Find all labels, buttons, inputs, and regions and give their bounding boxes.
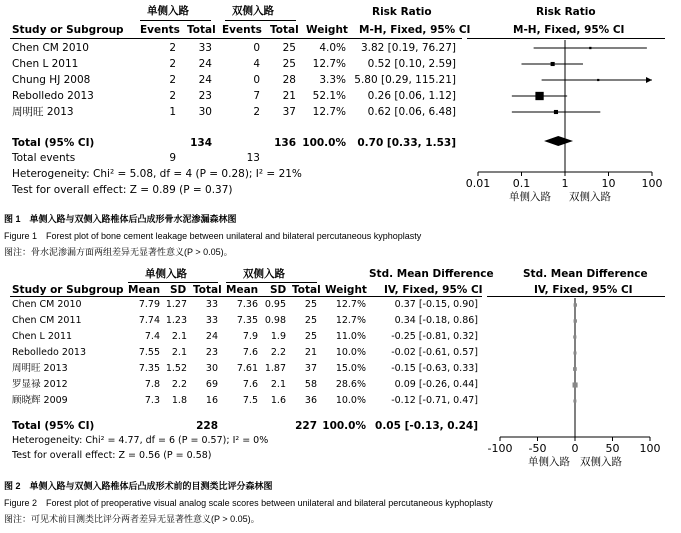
- fig2-row-weight: 12.7%: [335, 315, 366, 326]
- fig1-row-ci: 0.26 [0.06, 1.12]: [367, 90, 456, 102]
- fig1-row-total2: 25: [282, 42, 296, 54]
- fig2-row-ci: 0.37 [-0.15, 0.90]: [394, 299, 478, 310]
- fig2-row-sd2: 1.9: [270, 331, 286, 342]
- fig2-point-box: [574, 303, 577, 306]
- fig1-row-study: Chen L 2011: [12, 58, 79, 70]
- fig2-row-total2: 25: [304, 315, 317, 326]
- fig1-total-weight: 100.0%: [302, 137, 346, 149]
- fig1-row-events2: 0: [253, 42, 260, 54]
- fig2-row-sd1: 2.2: [171, 379, 187, 390]
- fig1-favours-left: 单侧入路: [509, 191, 551, 203]
- fig1-row-total1: 30: [198, 106, 212, 118]
- fig2-row-sd1: 1.8: [171, 395, 187, 406]
- fig2-col-weight: Weight: [325, 284, 367, 296]
- fig1-plot-method: M-H, Fixed, 95% CI: [513, 24, 625, 36]
- fig2-col-mean2: Mean: [226, 284, 259, 296]
- fig2-col-mean1: Mean: [128, 284, 161, 296]
- fig2-col-sd2: SD: [270, 284, 287, 296]
- fig2-row-mean1: 7.79: [138, 299, 160, 310]
- fig1-row-weight: 52.1%: [312, 90, 346, 102]
- fig2-row-sd1: 1.52: [165, 363, 187, 374]
- fig2-row-total1: 24: [205, 331, 218, 342]
- fig1-row-total2: 21: [282, 90, 296, 102]
- fig1-overall-effect: Test for overall effect: Z = 0.89 (P = 0.37): [12, 184, 233, 196]
- fig2-row-mean2: 7.9: [242, 331, 258, 342]
- fig2-row-total2: 58: [304, 379, 317, 390]
- fig2-point-box: [574, 319, 577, 322]
- fig2-x-tick-label: 100: [639, 442, 661, 455]
- fig2-row-study: 顾晓辉 2009: [12, 395, 68, 406]
- fig2-row-mean2: 7.6: [242, 379, 258, 390]
- fig2-col-method: IV, Fixed, 95% CI: [384, 284, 483, 296]
- fig1-total-events2: 13: [246, 152, 260, 164]
- fig2-favours-left: 单侧入路: [528, 456, 570, 468]
- fig2-row-ci: -0.25 [-0.81, 0.32]: [391, 331, 478, 342]
- fig1-col-study: Study or Subgroup: [12, 24, 124, 36]
- fig2-row-weight: 10.0%: [335, 395, 366, 406]
- fig2-row-sd2: 0.98: [264, 315, 286, 326]
- fig2-total-t1: 228: [196, 420, 218, 432]
- fig2-x-tick-label: -100: [487, 442, 513, 455]
- fig2-row-total2: 36: [304, 395, 317, 406]
- fig1-total-events1: 9: [169, 152, 176, 164]
- fig2-plot-method: IV, Fixed, 95% CI: [534, 284, 633, 296]
- fig1-row-events2: 4: [253, 58, 260, 70]
- fig2-row-weight: 10.0%: [335, 347, 366, 358]
- fig2-total-ci: 0.05 [-0.13, 0.24]: [375, 420, 478, 432]
- fig2-row-study: Rebolledo 2013: [12, 347, 87, 358]
- fig1-group-bilateral: 双侧入路: [232, 5, 274, 17]
- fig1-col-method: M-H, Fixed, 95% CI: [359, 24, 471, 36]
- fig2-row-mean2: 7.61: [236, 363, 258, 374]
- fig1-row-events1: 2: [169, 58, 176, 70]
- fig1-row-weight: 3.3%: [319, 74, 346, 86]
- fig1-col-weight: Weight: [306, 24, 348, 36]
- fig2-row-total2: 21: [304, 347, 317, 358]
- fig1-row-events2: 2: [253, 106, 260, 118]
- fig1-row-ci: 3.82 [0.19, 76.27]: [360, 42, 456, 54]
- fig1-x-tick-label: 10: [601, 177, 616, 190]
- fig2-row-study: 罗显禄 2012: [12, 379, 68, 390]
- fig1-row-total2: 28: [282, 74, 296, 86]
- fig2-row-ci: 0.09 [-0.26, 0.44]: [394, 379, 478, 390]
- fig2-row-mean1: 7.74: [138, 315, 160, 326]
- fig1-col-total1: Total: [187, 24, 216, 36]
- fig2-note: 图注：可见术前目测类比评分两者差异无显著性意义(P > 0.05)。: [4, 514, 260, 524]
- fig2-total-t2: 227: [295, 420, 317, 432]
- fig1-row-study: 周明旺 2013: [12, 106, 74, 118]
- fig2-row-ci: -0.15 [-0.63, 0.33]: [391, 363, 478, 374]
- fig2-row-mean1: 7.55: [138, 347, 160, 358]
- fig2-group-bilateral: 双侧入路: [243, 268, 285, 280]
- fig2-col-sd1: SD: [170, 284, 187, 296]
- fig1-x-tick-label: 0.01: [465, 177, 491, 190]
- fig1-row-weight: 12.7%: [312, 58, 346, 70]
- fig1-row-total1: 24: [198, 74, 212, 86]
- fig2-point-box: [573, 399, 576, 402]
- fig2-group-unilateral: 单侧入路: [145, 268, 187, 280]
- fig1-group-unilateral: 单侧入路: [147, 5, 189, 17]
- fig1-row-events1: 2: [169, 42, 176, 54]
- fig1-row-events1: 1: [169, 106, 176, 118]
- fig2-col-study: Study or Subgroup: [12, 284, 124, 296]
- fig2-col-total1: Total: [193, 284, 222, 296]
- fig1-row-total1: 24: [198, 58, 212, 70]
- fig2-row-total1: 16: [205, 395, 218, 406]
- fig1-risk-ratio-header: Risk Ratio: [372, 6, 432, 18]
- fig2-smd-header: Std. Mean Difference: [369, 268, 494, 280]
- fig2-row-mean1: 7.8: [144, 379, 160, 390]
- fig2-row-study: Chen CM 2011: [12, 315, 82, 326]
- fig1-row-total1: 33: [198, 42, 212, 54]
- fig1-row-study: Chen CM 2010: [12, 42, 89, 54]
- fig2-total-label: Total (95% CI): [12, 420, 95, 432]
- fig1-total-t2: 136: [274, 137, 296, 149]
- fig2-caption-cn: 图 2 单侧入路与双侧入路椎体后凸成形术前的目测类比评分森林图: [4, 481, 273, 491]
- fig2-row-study: 周明旺 2013: [12, 363, 68, 374]
- fig2-row-total2: 37: [304, 363, 317, 374]
- fig2-row-total2: 25: [304, 331, 317, 342]
- fig2-col-total2: Total: [292, 284, 321, 296]
- fig1-caption-en: Figure 1 Forest plot of bone cement leakage between unilateral and bilateral percutaneous kyphoplasty: [4, 231, 422, 241]
- fig1-row-total2: 25: [282, 58, 296, 70]
- fig1-x-tick-label: 1: [561, 177, 569, 190]
- fig1-row-events1: 2: [169, 74, 176, 86]
- fig2-row-weight: 15.0%: [335, 363, 366, 374]
- fig1-row-ci: 0.62 [0.06, 6.48]: [367, 106, 456, 118]
- fig2-row-mean2: 7.6: [242, 347, 258, 358]
- fig2-row-total1: 33: [205, 315, 218, 326]
- fig2-caption-en: Figure 2 Forest plot of preoperative visual analog scale scores between unilateral and bilateral percutaneous kyphoplasty: [4, 498, 493, 508]
- fig1-total-t1: 134: [190, 137, 212, 149]
- fig2-row-total2: 25: [304, 299, 317, 310]
- fig1-row-ci: 0.52 [0.10, 2.59]: [367, 58, 456, 70]
- fig2-row-sd2: 2.2: [270, 347, 286, 358]
- fig2-row-sd1: 2.1: [171, 347, 187, 358]
- fig1-total-events-label: Total events: [12, 152, 76, 164]
- fig2-row-sd2: 2.1: [270, 379, 286, 390]
- fig2-row-sd2: 1.87: [264, 363, 286, 374]
- fig1-caption-cn: 图 1 单侧入路与双侧入路椎体后凸成形骨水泥渗漏森林图: [4, 214, 237, 224]
- fig2-point-box: [573, 351, 576, 354]
- fig1-row-events1: 2: [169, 90, 176, 102]
- fig1-row-weight: 12.7%: [312, 106, 346, 118]
- fig2-row-ci: 0.34 [-0.18, 0.86]: [394, 315, 478, 326]
- fig2-row-mean2: 7.5: [242, 395, 258, 406]
- fig2-row-total1: 23: [205, 347, 218, 358]
- fig2-row-ci: -0.12 [-0.71, 0.47]: [391, 395, 478, 406]
- fig1-row-events2: 7: [253, 90, 260, 102]
- fig1-x-tick-label: 100: [641, 177, 663, 190]
- fig2-point-box: [573, 367, 577, 371]
- fig1-col-total2: Total: [270, 24, 299, 36]
- fig2-row-mean2: 7.36: [236, 299, 258, 310]
- fig2-favours-right: 双侧入路: [580, 456, 622, 468]
- fig2-row-mean1: 7.3: [144, 395, 160, 406]
- fig2-plot-title: Std. Mean Difference: [523, 268, 648, 280]
- fig2-row-sd1: 1.27: [165, 299, 187, 310]
- fig2-row-study: Chen CM 2010: [12, 299, 82, 310]
- fig2-x-tick-label: 50: [605, 442, 620, 455]
- fig1-row-study: Chung HJ 2008: [12, 74, 91, 86]
- fig2-row-sd1: 2.1: [171, 331, 187, 342]
- fig2-row-sd2: 1.6: [270, 395, 286, 406]
- fig1-plot-title: Risk Ratio: [536, 6, 596, 18]
- fig1-x-tick-label: 0.1: [512, 177, 531, 190]
- fig2-x-tick-label: -50: [528, 442, 547, 455]
- fig2-row-total1: 33: [205, 299, 218, 310]
- fig2-row-weight: 11.0%: [335, 331, 366, 342]
- fig1-row-total2: 37: [282, 106, 296, 118]
- fig2-overall-effect: Test for overall effect: Z = 0.56 (P = 0.58): [12, 450, 212, 461]
- fig2-row-total1: 30: [205, 363, 218, 374]
- fig2-row-mean2: 7.35: [236, 315, 258, 326]
- fig2-row-ci: -0.02 [-0.61, 0.57]: [391, 347, 478, 358]
- fig1-favours-right: 双侧入路: [569, 191, 611, 203]
- fig2-row-weight: 12.7%: [335, 299, 366, 310]
- fig1-total-label: Total (95% CI): [12, 137, 95, 149]
- fig1-row-ci: 5.80 [0.29, 115.21]: [354, 74, 456, 86]
- fig2-point-box: [573, 382, 578, 387]
- fig2-row-mean1: 7.35: [138, 363, 160, 374]
- fig1-total-ci: 0.70 [0.33, 1.53]: [357, 137, 456, 149]
- fig2-point-box: [573, 335, 576, 338]
- fig1-heterogeneity: Heterogeneity: Chi² = 5.08, df = 4 (P = 0.28); I² = 21%: [12, 168, 302, 180]
- fig2-row-mean1: 7.4: [144, 331, 160, 342]
- fig1-col-events1: Events: [140, 24, 180, 36]
- fig2-row-weight: 28.6%: [335, 379, 366, 390]
- fig1-row-total1: 23: [198, 90, 212, 102]
- fig1-row-study: Rebolledo 2013: [12, 90, 94, 102]
- fig1-row-weight: 4.0%: [319, 42, 346, 54]
- fig2-row-sd2: 0.95: [264, 299, 286, 310]
- fig1-col-events2: Events: [222, 24, 262, 36]
- fig2-x-tick-label: 0: [571, 442, 579, 455]
- fig2-total-weight: 100.0%: [322, 420, 366, 432]
- fig1-row-events2: 0: [253, 74, 260, 86]
- fig1-note: 图注：骨水泥渗漏方面两组差异无显著性意义(P > 0.05)。: [4, 247, 233, 257]
- fig2-heterogeneity: Heterogeneity: Chi² = 4.77, df = 6 (P = 0.57); I² = 0%: [12, 435, 269, 446]
- fig2-row-total1: 69: [205, 379, 218, 390]
- fig2-row-study: Chen L 2011: [12, 331, 73, 342]
- fig2-row-sd1: 1.23: [165, 315, 187, 326]
